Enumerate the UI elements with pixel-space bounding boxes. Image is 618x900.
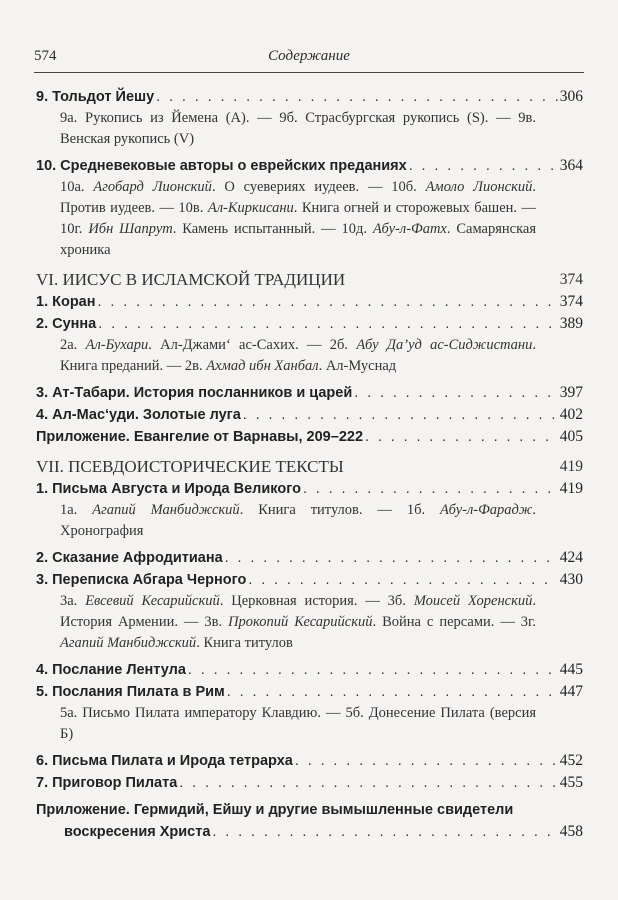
dot-leader bbox=[303, 478, 558, 500]
subentry-text: 3а. bbox=[60, 593, 86, 609]
dot-leader bbox=[365, 426, 558, 448]
toc-entry[interactable] bbox=[36, 404, 583, 426]
dot-leader bbox=[409, 155, 558, 177]
toc-entry[interactable] bbox=[36, 659, 583, 681]
entry-title: 6. Письма Пилата и Ирода тетрарха bbox=[36, 753, 293, 769]
section-page: 419 bbox=[559, 458, 583, 475]
toc-entry[interactable] bbox=[36, 382, 583, 404]
entry-title: 1. Коран bbox=[36, 294, 96, 310]
entry-title: 2. Сказание Афродитиана bbox=[36, 550, 223, 566]
subentry-list bbox=[36, 108, 536, 150]
entry-title: 4. Послание Лентула bbox=[36, 662, 186, 678]
entry-page: 455 bbox=[559, 774, 583, 791]
author-name: Ал-Бухари bbox=[85, 337, 149, 353]
entry-title: 3. Переписка Абгара Черного bbox=[36, 572, 247, 588]
toc-entry[interactable] bbox=[36, 799, 583, 821]
subentry-list bbox=[36, 177, 536, 261]
dot-leader bbox=[243, 404, 558, 426]
section-heading[interactable] bbox=[36, 269, 583, 291]
subentry-list bbox=[36, 500, 536, 542]
toc-entry[interactable] bbox=[36, 478, 583, 500]
subentry-text: . Самарянская хроника bbox=[60, 221, 537, 258]
author-name: Абу Да’уд ас-Сиджистани bbox=[356, 337, 533, 353]
entry-page: 397 bbox=[559, 384, 583, 401]
toc-entry[interactable] bbox=[36, 750, 583, 772]
author-name: Агобард Лионский bbox=[93, 179, 212, 195]
author-name: Прокопий Кесарийский bbox=[228, 614, 373, 630]
entry-page: 364 bbox=[559, 157, 583, 174]
subentry-text: 1а. bbox=[60, 502, 93, 518]
entry-title: Приложение. Гермидий, Ейшу и другие вымышленные свидетели bbox=[36, 802, 514, 818]
subentry-text: . Книга титулов. — 1б. bbox=[239, 502, 440, 518]
subentry-text: . Война с персами. — 3г. bbox=[372, 614, 536, 630]
dot-leader bbox=[98, 291, 558, 313]
author-name: Моисей Хоренский bbox=[413, 593, 533, 609]
entry-title: Приложение. Евангелие от Варнавы, 209–222 bbox=[36, 429, 364, 445]
entry-page: 374 bbox=[559, 293, 583, 310]
dot-leader bbox=[354, 382, 558, 404]
toc-entry[interactable] bbox=[36, 772, 583, 794]
subentry-text: . Против иудеев. — 10в. bbox=[60, 179, 536, 216]
toc-entry[interactable] bbox=[36, 155, 583, 177]
subentry-text: . О суевериях иудеев. — 10б. bbox=[211, 179, 426, 195]
entry-page: 430 bbox=[559, 571, 583, 588]
entry-page: 306 bbox=[559, 88, 583, 105]
table-of-contents bbox=[36, 86, 583, 843]
page-number: 574 bbox=[34, 48, 57, 64]
toc-entry[interactable] bbox=[36, 681, 583, 703]
entry-page: 424 bbox=[559, 549, 583, 566]
author-name: Агапий Манбиджский bbox=[60, 635, 197, 651]
entry-page: 405 bbox=[559, 428, 583, 445]
toc-entry[interactable] bbox=[36, 426, 583, 448]
running-header bbox=[34, 46, 584, 73]
entry-title: 7. Приговор Пилата bbox=[36, 775, 178, 791]
dot-leader bbox=[227, 681, 558, 703]
entry-title: 2. Сунна bbox=[36, 316, 97, 332]
dot-leader bbox=[212, 821, 557, 843]
entry-title: 1. Письма Августа и Ирода Великого bbox=[36, 481, 301, 497]
entry-page: 447 bbox=[559, 683, 583, 700]
subentry-text: . Ал-Муснад bbox=[318, 358, 397, 374]
entry-title: 5. Послания Пилата в Рим bbox=[36, 684, 225, 700]
author-name: Евсевий Кесарийский bbox=[85, 593, 220, 609]
toc-entry[interactable] bbox=[36, 291, 583, 313]
author-name: Ахмад ибн Ханбал bbox=[206, 358, 319, 374]
toc-entry[interactable] bbox=[36, 86, 583, 108]
entry-page: 419 bbox=[559, 480, 583, 497]
subentry-text: . Книга преданий. — 2в. bbox=[60, 337, 537, 374]
entry-title: 3. Ат-Табари. История посланников и царей bbox=[36, 385, 353, 401]
subentry-text: . Камень испытанный. — 10д. bbox=[172, 221, 373, 237]
dot-leader bbox=[179, 772, 557, 794]
section-page: 374 bbox=[559, 271, 583, 288]
dot-leader bbox=[98, 313, 558, 335]
subentry-text: 5а. Письмо Пилата императору Клавдию. — 5б. Донесение Пилата (версия Б) bbox=[60, 705, 536, 742]
dot-leader bbox=[295, 750, 558, 772]
entry-page: 402 bbox=[559, 406, 583, 423]
toc-entry[interactable] bbox=[36, 547, 583, 569]
subentry-text: . Церковная история. — 3б. bbox=[219, 593, 414, 609]
running-title: Содержание bbox=[268, 48, 350, 64]
subentry-text: 10а. bbox=[60, 179, 94, 195]
author-name: Ал-Киркисани bbox=[207, 200, 294, 216]
subentry-text: . Книга титулов bbox=[196, 635, 293, 651]
entry-page: 389 bbox=[559, 315, 583, 332]
subentry-text: . Хронография bbox=[60, 502, 536, 539]
author-name: Амоло Лионский bbox=[425, 179, 533, 195]
toc-entry[interactable] bbox=[36, 569, 583, 591]
subentry-text: . История Армении. — 3в. bbox=[60, 593, 537, 630]
entry-title-continued: воскресения Христа bbox=[64, 824, 211, 840]
subentry-text: 9а. Рукопись из Йемена (A). — 9б. Страсбургская рукопись (S). — 9в. Венская рукопись (V) bbox=[60, 110, 536, 147]
toc-entry-continuation[interactable] bbox=[36, 821, 583, 843]
subentry-list bbox=[36, 591, 536, 654]
dot-leader bbox=[156, 86, 558, 108]
dot-leader bbox=[188, 659, 558, 681]
dot-leader bbox=[248, 569, 557, 591]
entry-page: 445 bbox=[559, 661, 583, 678]
section-title: VII. ПСЕВДОИСТОРИЧЕСКИЕ ТЕКСТЫ bbox=[36, 457, 344, 476]
author-name: Абу-л-Фатх bbox=[372, 221, 447, 237]
subentry-text: . Ал-Джами‘ ас-Сахих. — 2б. bbox=[148, 337, 357, 353]
entry-title: 9. Тольдот Йешу bbox=[36, 89, 155, 105]
author-name: Ибн Шапрут bbox=[88, 221, 173, 237]
entry-page: 458 bbox=[559, 823, 583, 840]
section-heading[interactable] bbox=[36, 456, 583, 478]
subentry-list bbox=[36, 703, 536, 745]
entry-title: 10. Средневековые авторы о еврейских преданиях bbox=[36, 158, 407, 174]
toc-entry[interactable] bbox=[36, 313, 583, 335]
subentry-text: 2а. bbox=[60, 337, 86, 353]
entry-title: 4. Ал-Мас‘уди. Золотые луга bbox=[36, 407, 241, 423]
author-name: Агапий Манбиджский bbox=[92, 502, 240, 518]
subentry-list bbox=[36, 335, 536, 377]
section-title: VI. ИИСУС В ИСЛАМСКОЙ ТРАДИЦИИ bbox=[36, 270, 346, 289]
subentry-text: . Книга огней и сторожевых башен. — 10г. bbox=[60, 200, 537, 237]
entry-page: 452 bbox=[559, 752, 583, 769]
dot-leader bbox=[225, 547, 558, 569]
author-name: Абу-л-Фарадж bbox=[439, 502, 533, 518]
